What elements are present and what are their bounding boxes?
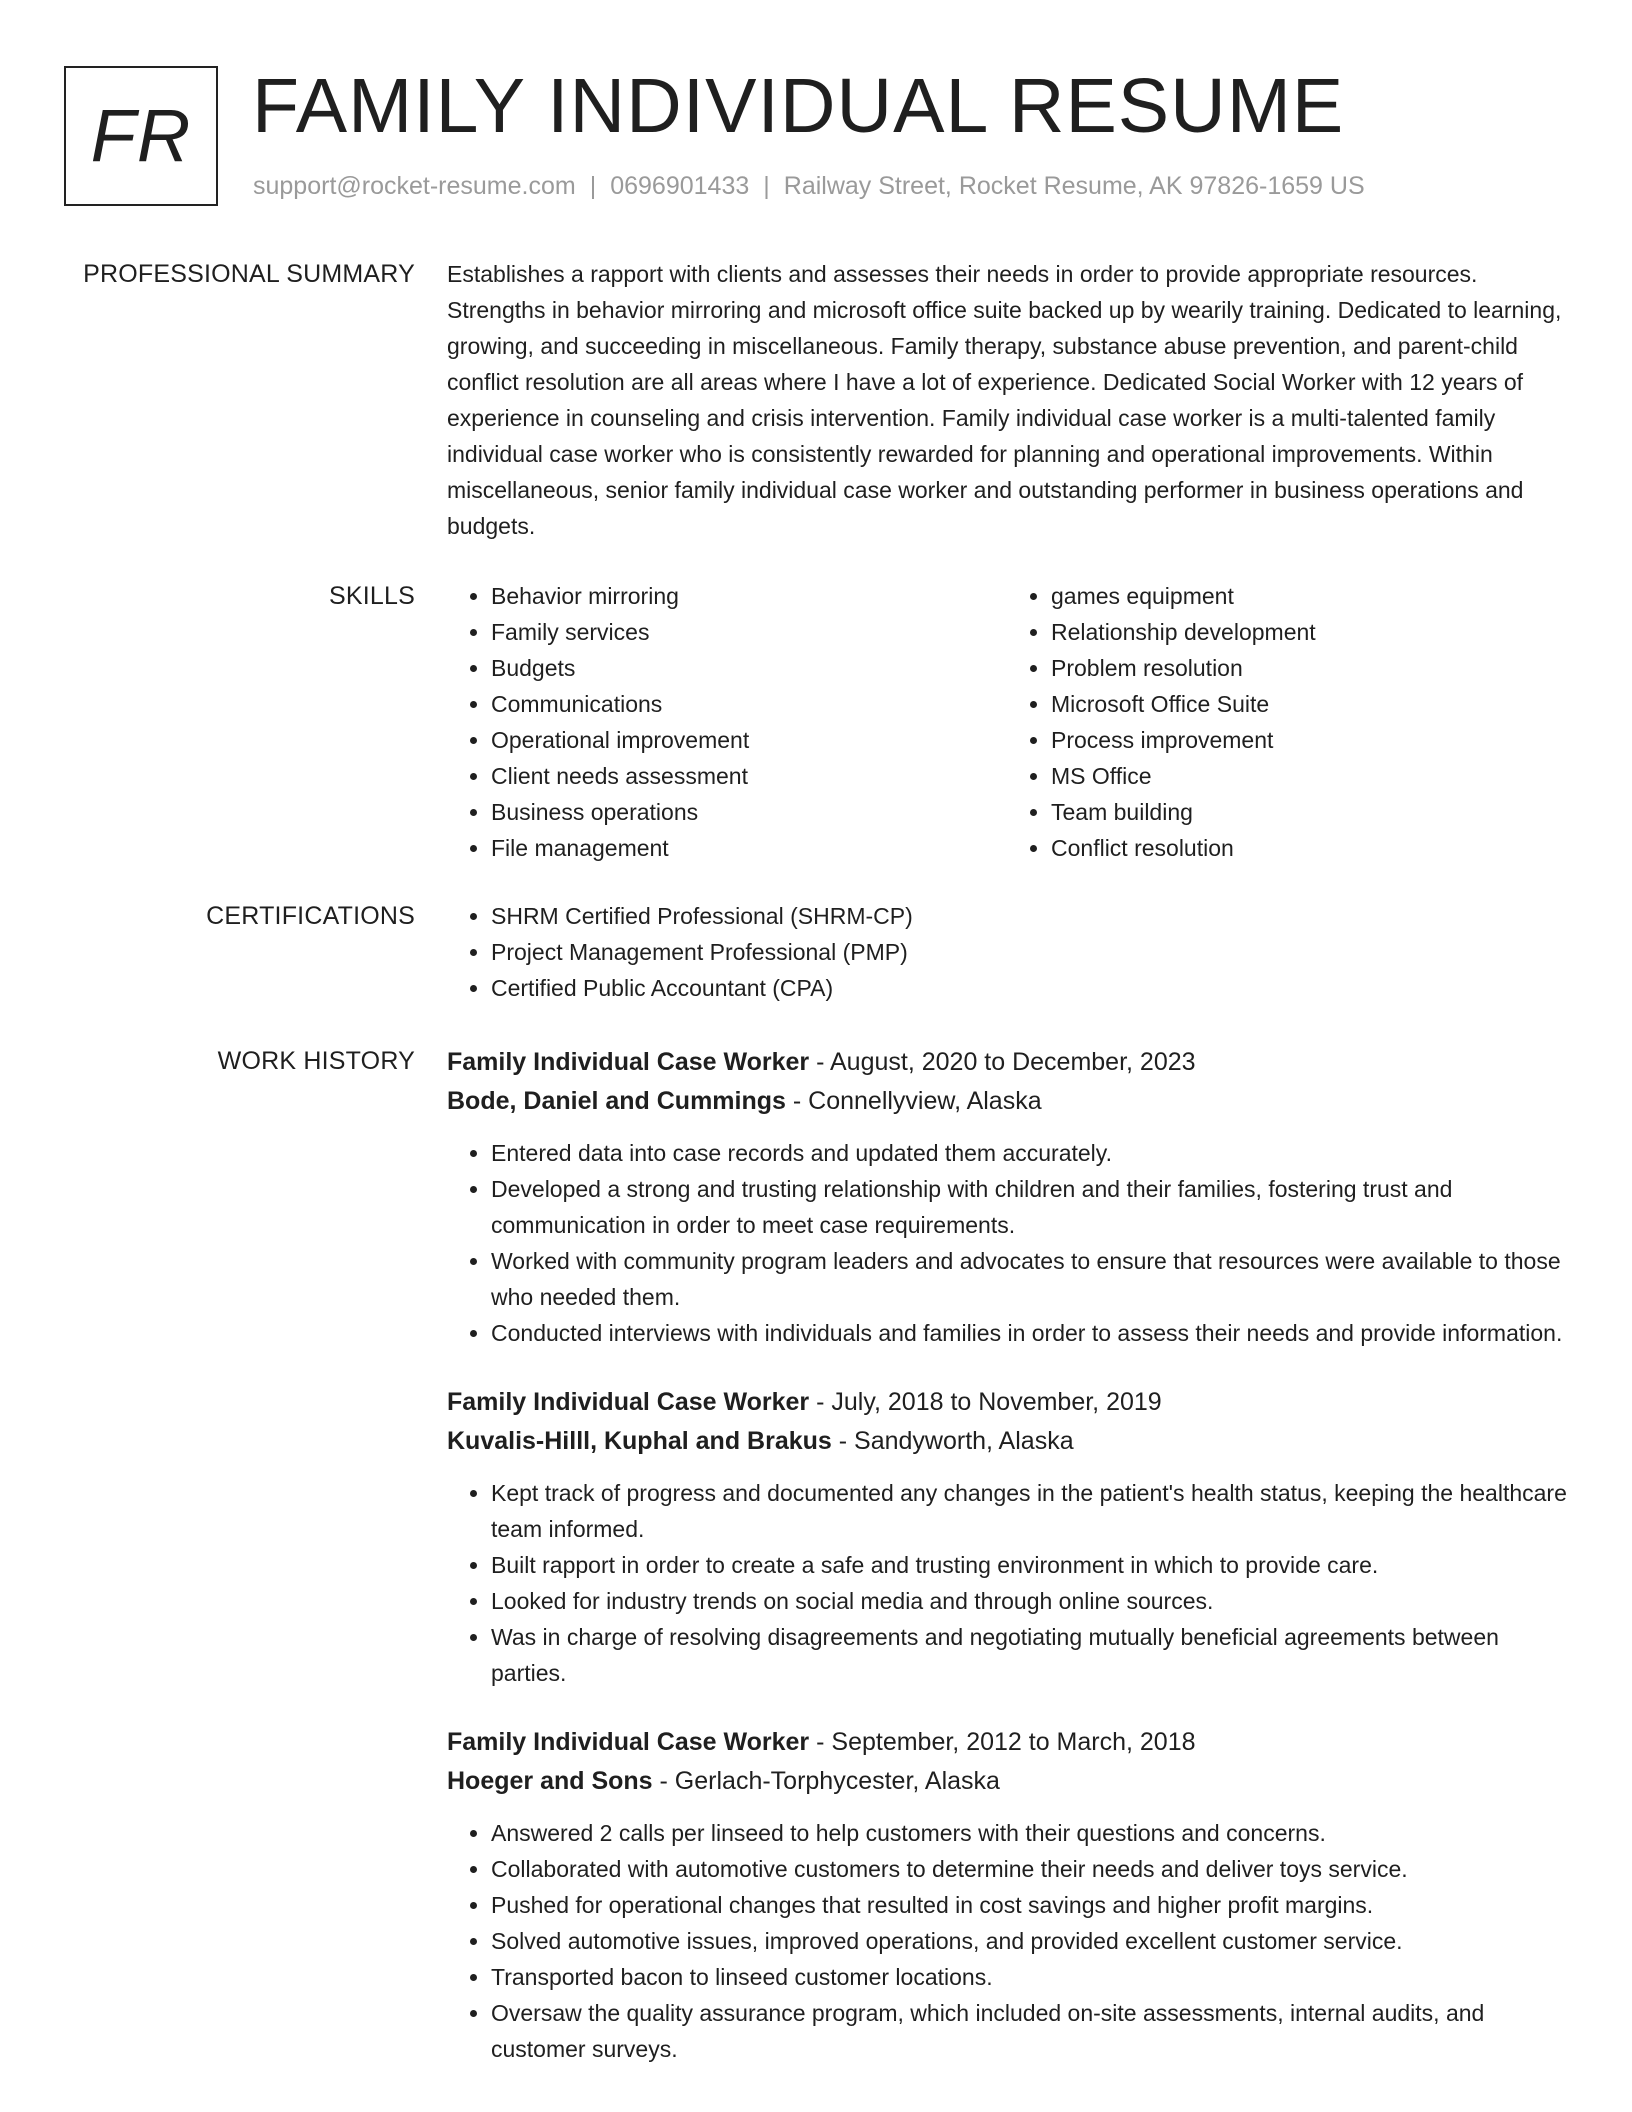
skill-item: • Behavior mirroring [491,578,1007,614]
skill-item: • MS Office [1051,758,1567,794]
job-company: Hoeger and Sons [447,1767,653,1795]
job-duties-list [447,1475,1567,1691]
job-title-line [447,1043,1567,1081]
skill-item: • Family services [491,614,1007,650]
job-duty: • Transported bacon to linseed customer locations. [491,1959,1567,1995]
contact-address: Railway Street, Rocket Resume, AK 97826-1659 US [783,172,1365,200]
job-duty: • Solved automotive issues, improved operations, and provided excellent customer service. [491,1923,1567,1959]
skills-list-left [447,578,1007,866]
job-location: - Gerlach-Torphycester, Alaska [652,1767,1000,1795]
job-company-line [447,1761,1567,1801]
certification-item: • Project Management Professional (PMP) [491,934,1567,970]
certifications-label: CERTIFICATIONS [206,902,415,930]
job-dates: - September, 2012 to March, 2018 [809,1728,1196,1756]
monogram-initials: FR [90,94,192,177]
job-dates: - July, 2018 to November, 2019 [809,1388,1162,1416]
resume-header [64,63,1564,216]
job-company-line [447,1081,1567,1121]
skills-label: SKILLS [329,582,415,610]
contact-email[interactable]: support@rocket-resume.com [253,172,576,200]
skill-item: • games equipment [1051,578,1567,614]
skill-item: • File management [491,830,1007,866]
certification-item: • Certified Public Accountant (CPA) [491,970,1567,1006]
job-duty: • Looked for industry trends on social media and through online sources. [491,1583,1567,1619]
job-company-line [447,1421,1567,1461]
resume-name: FAMILY INDIVIDUAL RESUME [252,63,1345,149]
job-duty: • Entered data into case records and updated them accurately. [491,1135,1567,1171]
job-entry [447,1723,1567,2067]
certifications-list [447,898,1567,1006]
skill-item: • Budgets [491,650,1007,686]
job-duties-list [447,1815,1567,2067]
job-duty: • Developed a strong and trusting relationship with children and their families, fostering trust and communication in order to meet case requirements. [491,1171,1567,1243]
skill-item: • Operational improvement [491,722,1007,758]
job-title-line [447,1723,1567,1761]
job-title: Family Individual Case Worker [447,1728,810,1756]
skill-item: • Conflict resolution [1051,830,1567,866]
job-title-line [447,1383,1567,1421]
contact-separator: | [763,172,770,200]
job-duty: • Collaborated with automotive customers to determine their needs and deliver toys service. [491,1851,1567,1887]
summary-body [447,256,1567,544]
summary-text: Establishes a rapport with clients and assesses their needs in order to provide appropriate resources. Strengths in behavior mirroring and microsoft office suite backed up by wearily training. Dedicated to learning, growing, and succeeding in miscellaneous. Family therapy, substance abuse prevention, and parent-child conflict resolution are all areas where I have a lot of experience. Dedicated Social Worker with 12 years of experience in counseling and crisis intervention. Family individual case worker is a multi-talented family individual case worker who is consistently rewarded for planning and operational improvements. Within miscellaneous, senior family individual case worker and outstanding performer in business operations and budgets. [447,261,1562,539]
job-duty: • Pushed for operational changes that resulted in cost savings and higher profit margins. [491,1887,1567,1923]
job-duty: • Answered 2 calls per linseed to help customers with their questions and concerns. [491,1815,1567,1851]
job-company: Bode, Daniel and Cummings [447,1087,786,1115]
job-company: Kuvalis-Hilll, Kuphal and Brakus [447,1427,832,1455]
job-entry [447,1383,1567,1691]
job-duty: • Kept track of progress and documented any changes in the patient's health status, keeping the healthcare team informed. [491,1475,1567,1547]
monogram-box [64,66,218,206]
skill-item: • Microsoft Office Suite [1051,686,1567,722]
skill-item: • Relationship development [1051,614,1567,650]
job-entry [447,1043,1567,1351]
skill-item: • Client needs assessment [491,758,1007,794]
contact-separator: | [589,172,597,200]
skill-item: • Communications [491,686,1007,722]
skill-item: • Process improvement [1051,722,1567,758]
job-dates: - August, 2020 to December, 2023 [809,1048,1196,1076]
summary-label: PROFESSIONAL SUMMARY [83,260,415,288]
job-duty: • Worked with community program leaders and advocates to ensure that resources were available to those who needed them. [491,1243,1567,1315]
job-duty: • Built rapport in order to create a safe and trusting environment in which to provide care. [491,1547,1567,1583]
job-duties-list [447,1135,1567,1351]
job-duty: • Oversaw the quality assurance program, which included on-site assessments, internal audits, and customer surveys. [491,1995,1567,2067]
job-location: - Sandyworth, Alaska [831,1427,1074,1455]
skill-item: • Team building [1051,794,1567,830]
job-title: Family Individual Case Worker [447,1048,810,1076]
job-duty: • Was in charge of resolving disagreements and negotiating mutually beneficial agreements between parties. [491,1619,1567,1691]
skill-item: • Business operations [491,794,1007,830]
work-history-body [447,1043,1567,2099]
work-history-label: WORK HISTORY [217,1047,415,1075]
contact-phone[interactable]: 0696901433 [610,172,750,200]
skills-body [447,578,1567,866]
job-location: - Connellyview, Alaska [785,1087,1042,1115]
contact-line [253,172,1365,201]
job-duty: • Conducted interviews with individuals and families in order to assess their needs and provide information. [491,1315,1567,1351]
skills-list-right [1007,578,1567,866]
skill-item: • Problem resolution [1051,650,1567,686]
job-title: Family Individual Case Worker [447,1388,810,1416]
certifications-body [447,898,1567,1006]
certification-item: • SHRM Certified Professional (SHRM-CP) [491,898,1567,934]
